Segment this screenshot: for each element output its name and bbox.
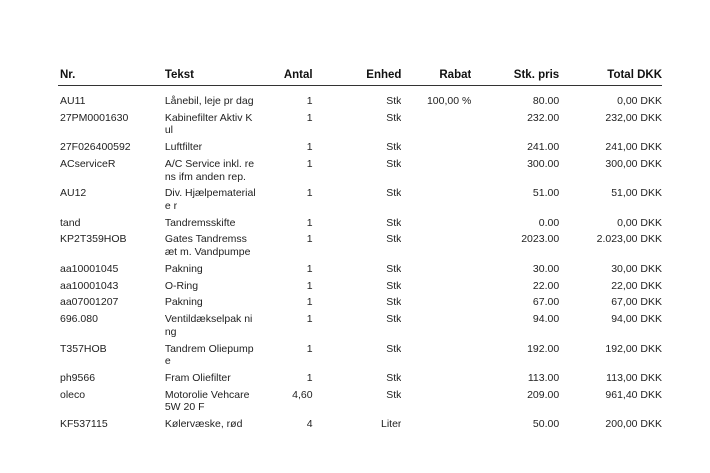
cell-rabat [401,263,471,276]
cell-stk-pris: 0.00 [538,216,560,229]
cell-tekst: Pakning [164,296,203,309]
cell-tekst: Luftfilter [164,141,203,154]
cell-enhed: Stk [386,187,402,200]
cell-antal: 1 [306,313,313,326]
table-row [58,343,662,368]
cell-stk-pris: 22.00 [532,279,560,292]
cell-tekst: Tandremsskifte [164,216,236,229]
cell-enhed: Stk [386,371,402,384]
table-row [58,389,662,414]
table-row [58,418,662,431]
cell-nr: aa07001207 [60,296,119,309]
cell-rabat [401,296,471,309]
table-row [58,95,662,108]
cell-stk-pris: 300.00 [527,157,560,170]
cell-rabat [401,233,471,258]
cell-tekst: Tandrem Oliepumpe [164,342,254,368]
table-row [58,187,662,212]
table-row [58,141,662,154]
header-rabat: Rabat [439,69,472,82]
cell-tekst: Kabinefilter Aktiv Kul [164,111,253,137]
cell-enhed: Stk [386,342,402,355]
table-header-row [58,66,662,86]
cell-antal: 1 [306,216,313,229]
cell-tekst: Gates Tandremssæt m. Vandpumpe [164,233,251,259]
cell-stk-pris: 192.00 [527,342,560,355]
cell-nr: ACserviceR [60,157,116,170]
cell-enhed: Stk [386,262,402,275]
table-row [58,280,662,293]
cell-enhed: Stk [386,279,402,292]
cell-nr: 27F026400592 [60,141,131,154]
cell-total: 961,40 DKK [605,388,663,401]
cell-nr: 696.080 [60,313,98,326]
cell-tekst: Div. Hjælpemateriale r [164,187,256,212]
cell-stk-pris: 50.00 [532,418,560,431]
cell-enhed: Stk [386,95,402,107]
cell-antal: 1 [306,111,313,124]
cell-enhed: Stk [386,157,402,170]
cell-tekst: O-Ring [164,279,199,292]
cell-rabat [401,187,471,212]
cell-antal: 1 [306,296,313,309]
cell-total: 51,00 DKK [611,187,663,200]
header-antal: Antal [283,69,313,82]
cell-tekst: Ventildækselpak ning [164,313,253,338]
cell-tekst: Lånebil, leje pr dag [164,95,254,107]
header-nr: Nr. [60,69,76,82]
cell-stk-pris: 30.00 [532,262,560,275]
cell-rabat [401,158,471,183]
cell-antal: 1 [306,141,313,154]
cell-total: 241,00 DKK [605,141,663,154]
cell-enhed: Stk [386,233,402,246]
cell-total: 94,00 DKK [611,313,663,326]
cell-rabat [401,112,471,137]
cell-antal: 1 [306,371,313,384]
table-row [58,263,662,276]
cell-rabat [401,280,471,293]
table-row [58,233,662,258]
cell-stk-pris: 80.00 [532,95,560,107]
cell-stk-pris: 113.00 [527,371,560,384]
cell-rabat: 100,00 % [426,95,472,107]
cell-total: 113,00 DKK [606,371,663,384]
cell-total: 22,00 DKK [611,279,663,292]
cell-enhed: Stk [386,296,402,309]
invoice-lines-table [58,66,662,431]
table-row [58,217,662,230]
table-row [58,296,662,309]
header-tekst: Tekst [164,69,195,82]
cell-total: 0,00 DKK [617,95,663,107]
cell-stk-pris: 2023.00 [521,233,560,246]
cell-nr: T357HOB [60,342,107,355]
cell-enhed: Stk [386,141,402,154]
cell-antal: 1 [306,95,313,107]
header-enhed: Enhed [366,69,402,82]
cell-nr: aa10001045 [60,262,119,275]
cell-total: 232,00 DKK [605,111,663,124]
cell-nr: tand [60,216,81,229]
header-total: Total DKK [607,69,663,82]
table-row [58,158,662,183]
cell-rabat [401,343,471,368]
cell-enhed: Stk [386,388,402,401]
cell-antal: 1 [306,279,313,292]
cell-nr: aa10001043 [60,279,119,292]
table-body [58,95,662,431]
cell-stk-pris: 241.00 [527,141,560,154]
cell-stk-pris: 51.00 [532,187,560,200]
cell-antal: 4 [306,418,313,431]
cell-total: 0,00 DKK [617,216,663,229]
cell-antal: 1 [306,187,313,200]
cell-rabat [401,372,471,385]
cell-total: 200,00 DKK [605,418,663,431]
cell-rabat [401,141,471,154]
cell-enhed: Stk [386,216,402,229]
cell-stk-pris: 67.00 [532,296,560,309]
cell-stk-pris: 232.00 [527,111,560,124]
table-row [58,112,662,137]
cell-rabat [401,418,471,431]
cell-antal: 1 [306,342,313,355]
cell-enhed: Stk [386,111,402,124]
table-row [58,372,662,385]
table-row [58,313,662,338]
cell-nr: KF537115 [60,418,108,431]
cell-nr: AU12 [60,187,87,200]
cell-antal: 4,60 [292,388,313,401]
cell-nr: 27PM0001630 [60,111,129,124]
header-stk-pris: Stk. pris [513,69,560,82]
cell-tekst: Kølervæske, rød [164,418,243,431]
cell-enhed: Liter [381,418,402,431]
cell-antal: 1 [306,262,313,275]
cell-total: 67,00 DKK [611,296,663,309]
cell-antal: 1 [306,157,313,170]
cell-stk-pris: 94.00 [532,313,560,326]
cell-total: 300,00 DKK [605,157,663,170]
cell-enhed: Stk [386,313,402,326]
cell-nr: AU11 [60,95,86,107]
cell-total: 30,00 DKK [611,262,663,275]
cell-tekst: Pakning [164,262,203,275]
cell-total: 2.023,00 DKK [596,233,663,246]
cell-rabat [401,389,471,414]
cell-tekst: A/C Service inkl. rens ifm anden rep. [164,157,255,183]
cell-rabat [401,313,471,338]
cell-nr: oleco [60,388,86,401]
cell-nr: ph9566 [60,371,96,384]
cell-tekst: Fram Oliefilter [164,371,231,384]
cell-tekst: Motorolie Vehcare 5W 20 F [164,388,250,414]
cell-total: 192,00 DKK [605,342,663,355]
cell-rabat [401,217,471,230]
cell-antal: 1 [306,233,313,246]
cell-stk-pris: 209.00 [527,388,560,401]
cell-nr: KP2T359HOB [60,233,127,246]
